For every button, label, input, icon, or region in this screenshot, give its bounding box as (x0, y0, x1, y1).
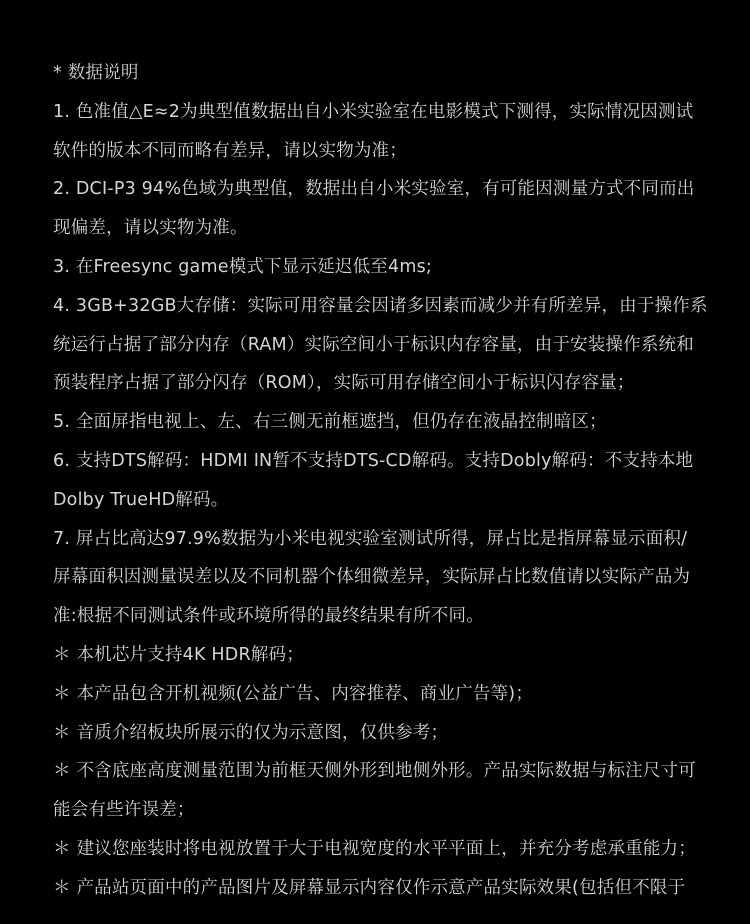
note-line: 4. 3GB+32GB大存储：实际可用容量会因诸多因素而减少并有所差异，由于操作系 (53, 295, 708, 316)
note-line: 现偏差，请以实物为准。 (53, 218, 248, 239)
note-line: 2. DCI-P3 94%色域为典型值，数据出自小米实验室，有可能因测量方式不同而出 (53, 179, 695, 200)
note-line: 屏幕面积因测量误差以及不同机器个体细微差异，实际屏占比数值请以实际产品为 (53, 567, 691, 588)
note-line: ＊ 本机芯片支持4K HDR解码； (53, 644, 304, 665)
note-line: ＊ 音质介绍板块所展示的仅为示意图，仅供参考； (53, 722, 449, 743)
data-notes (53, 54, 713, 908)
note-line: 6. 支持DTS解码：HDMI IN暂不支持DTS-CD解码。支持Dobly解码：不支持本地 (53, 450, 694, 471)
notes-heading: * 数据说明 (53, 63, 139, 83)
note-line: ＊ 本产品包含开机视频(公益广告、内容推荐、商业广告等)； (53, 683, 534, 704)
note-line: ＊ 产品站页面中的产品图片及屏幕显示内容仅作示意产品实际效果(包括但不限于 (53, 877, 686, 898)
note-line: 5. 全面屏指电视上、左、右三侧无前框遮挡，但仍存在液晶控制暗区； (53, 412, 607, 433)
note-line: Dolby TrueHD解码。 (53, 489, 229, 510)
note-line: 能会有些许误差； (53, 800, 195, 821)
note-line: 3. 在Freesync game模式下显示延迟低至4ms; (53, 256, 432, 277)
note-line: 1. 色准值△E≈2为典型值数据出自小米实验室在电影模式下测得，实际情况因测试 (53, 101, 694, 122)
note-line: ＊ 建议您座装时将电视放置于大于电视宽度的水平平面上，并充分考虑承重能力； (53, 838, 696, 859)
note-line: 软件的版本不同而略有差异，请以实物为准； (53, 140, 407, 161)
note-line: 预装程序占据了部分闪存（ROM），实际可用存储空间小于标识闪存容量； (53, 373, 635, 394)
note-line: 准:根据不同测试条件或环境所得的最终结果有所不同。 (53, 606, 484, 627)
note-line: ＊ 不含底座高度测量范围为前框天侧外形到地侧外形。产品实际数据与标注尺寸可 (53, 761, 696, 782)
note-line: 7. 屏占比高达97.9%数据为小米电视实验室测试所得，屏占比是指屏幕显示面积/ (53, 528, 688, 549)
note-line: 统运行占据了部分内存（RAM）实际空间小于标识内存容量，由于安装操作系统和 (53, 334, 694, 355)
